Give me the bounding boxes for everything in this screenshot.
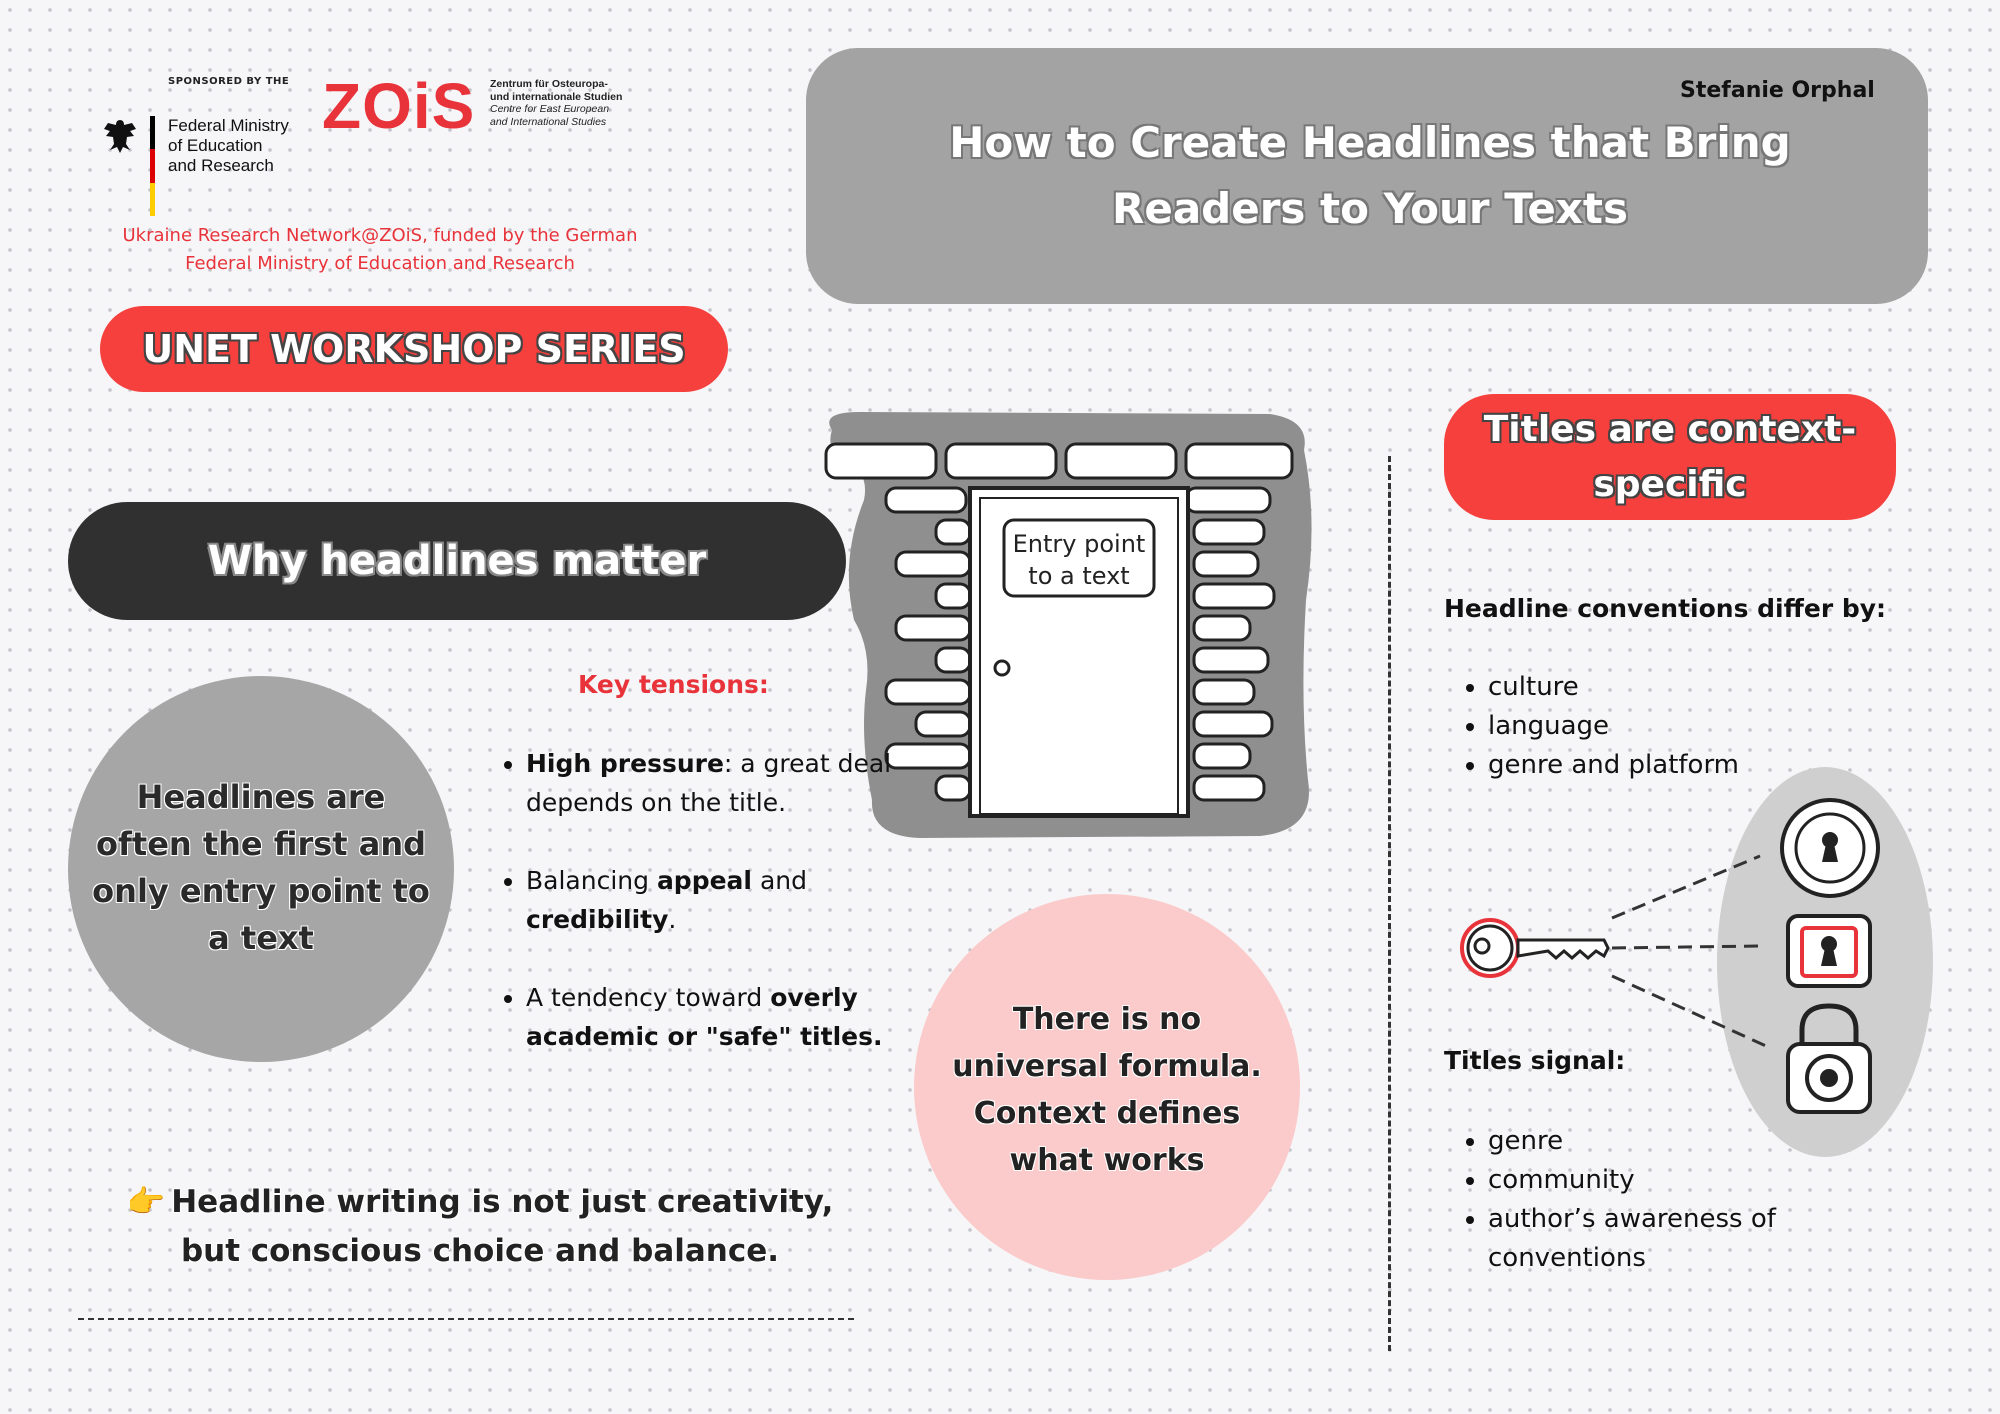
pointing-hand-icon: 👉 [126,1184,166,1220]
why-headlines-heading: Why headlines matter [68,502,846,620]
door [970,488,1188,816]
column-divider [1388,456,1391,1351]
headline-writing-note [110,1178,850,1276]
list-item: • culture [1488,668,1848,707]
tension-emphasis: overly academic or "safe" titles. [526,983,883,1051]
zois-en-line-1: Centre for East European [490,103,610,115]
lock-square-icon [1788,916,1870,986]
tension-item [526,744,896,822]
tension-emphasis: appeal [656,866,752,895]
door-sign [1004,520,1154,596]
list-item: • genre and platform [1488,746,1848,785]
door-sign-line-1: Entry point [1012,530,1146,558]
list-item: • community [1488,1161,1848,1200]
network-funding-note [120,222,640,278]
signals-list [1444,1122,1848,1278]
sponsored-by-label: SPONSORED BY THE [168,76,290,87]
federal-eagle-icon [102,116,138,156]
lock-round-icon [1782,800,1878,896]
ministry-name [168,116,289,176]
zois-de-line-1: Zentrum für Osteuropa- [490,78,608,90]
tension-emphasis: credibility [526,905,669,934]
conventions-list [1444,668,1848,785]
list-item: • language [1488,707,1848,746]
list-item: • author’s awareness of conventions [1488,1200,1848,1278]
network-line-2: Federal Ministry of Education and Research [185,253,575,274]
context-specific-heading: Titles are context-specific [1444,394,1896,520]
german-flag-bar [150,116,155,216]
tension-text: A tendency toward [526,983,771,1012]
key-tensions-title: Key tensions: [578,670,769,699]
ministry-line-2: of Education [168,136,263,155]
tension-text: Balancing [526,866,657,895]
tension-text: : a great deal depends on the title. [526,749,892,817]
entry-point-text: Headlines are often the first and only entry point to a text [92,778,430,957]
network-line-1: Ukraine Research Network@ZOiS, funded by the German [122,225,638,246]
page-title: How to Create Headlines that Bring Readers to Your Texts [949,118,1791,233]
workshop-series-badge: UNET WORKSHOP SERIES [100,306,728,392]
tension-text: . [668,905,677,934]
no-formula-text: There is no universal formula. Context defines what works [952,1002,1262,1178]
key-tensions-list [494,744,896,1095]
zois-de-line-2: und internationale Studien [490,90,623,103]
door-sign-line-2: to a text [1028,562,1130,590]
author-name: Stefanie Orphal [1680,78,1875,103]
door-knob [995,661,1009,675]
tension-emphasis: High pressure [526,749,724,778]
bottom-divider [78,1318,854,1320]
zois-en-line-2: and International Studies [490,115,607,128]
signals-title: Titles signal: [1444,1046,1626,1075]
conventions-title: Headline conventions differ by: [1444,594,1887,623]
ministry-line-3: and Research [168,156,274,175]
zois-logo: ZOiS [322,70,476,142]
tension-item [526,978,896,1056]
zois-subtitle [490,78,622,128]
flag-stripe-gold [150,183,155,216]
list-item: • genre [1488,1122,1848,1161]
flag-stripe-red [150,149,155,182]
tension-item [526,861,896,939]
key-icon [1462,920,1608,976]
note-text: Headline writing is not just creativity, but conscious choice and balance. [171,1184,834,1269]
ministry-line-1: Federal Ministry [168,116,289,135]
tension-text: and [752,866,807,895]
flag-stripe-black [150,116,155,149]
